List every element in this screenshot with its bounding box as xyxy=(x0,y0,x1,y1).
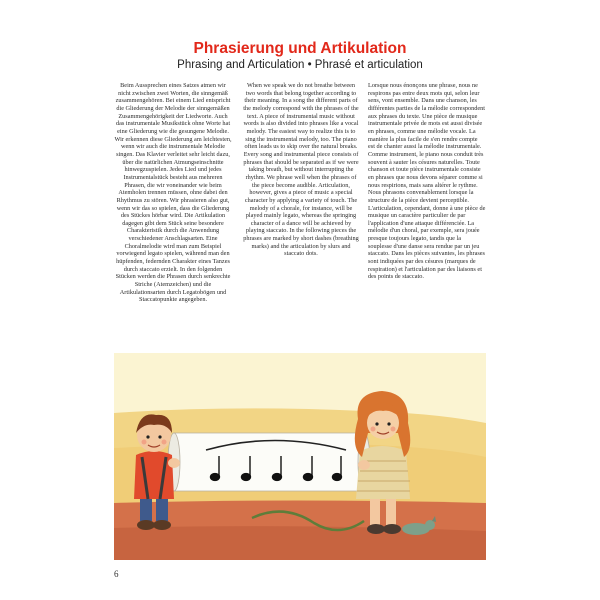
children-holding-music-banner-illustration xyxy=(114,353,486,560)
text-column-german xyxy=(114,82,232,304)
page-number: 6 xyxy=(114,569,119,579)
floor-shade xyxy=(114,526,486,560)
music-banner xyxy=(168,433,370,491)
text-column-french xyxy=(368,82,486,281)
page-title: Phrasierung und Artikulation xyxy=(193,40,407,57)
page-subtitle: Phrasing and Articulation • Phrasé et articulation xyxy=(177,59,423,71)
german-paragraph: Beim Aussprechen eines Satzes atmen wir nicht zwischen zwei Worten, die sinngemäß zusammengehören. Bei einem Lied entspricht die Gliederung der Melodie der sinngemäßen Zusammengehörigkeit der Liedworte. Auch das instrumentale Musikstück ohne Worte hat eine Gliederung wie die gesungene Melodie. Wir erkennen diese Gliederung am leichtesten, wenn wir auch die instrumentale Melodie singen. Das Klavier verleitet sehr leicht dazu, über die natürlichen Atmungseinschnitte hinwegzuspielen. Jedes Lied und jedes Instrumentalstück besteht aus mehreren Phrasen, die wir voneinander wie beim Atemholen trennen müssen, ohne dabei den Rhythmus zu stören. Wir phrasieren also gut, wenn wir das so spielen, dass die Gliederung des Stückes hörbar wird. Die Artikulation dagegen gibt dem Stück seine besondere Charakteristik durch die Anwendung verschiedener Anschlagsarten. Eine Choralmelodie wird man zum Beispiel vorwiegend legato spielen, während man den hüpfenden, federnden Charakter eines Tanzes durch staccato erzielt. In den folgenden Stücken werden die Phrasen durch senkrechte Striche (Atemzeichen) und die Artikulationsarten durch Legatobögen und Staccatopunkte angegeben. xyxy=(114,82,232,304)
english-paragraph: When we speak we do not breathe between two words that belong together according to their meaning. In a song the different parts of the melody correspond with the phrases of the text. A piece of instrumental music without words is also divided into phrases like a vocal melody. The easiest way to realize this is to sing the instrumental melody, too. The piano often leads us to skip over the natural breaks. Every song and instrumental piece consists of phrases that should be separated as if we were taking breath, but without interrupting the rhythm. We phrase well when the phrases of the piece become audible. Articulation, however, gives a piece of music a special character by applying a variety of touch. The melody of a chorale, for instance, will be played mainly legato, whereas the springing character of a dance will be achieved by playing staccato. In the following pieces the phrases are marked by short dashes (breathing marks) and the articulation by slurs and staccato dots. xyxy=(243,82,359,258)
french-paragraph: Lorsque nous énonçons une phrase, nous ne respirons pas entre deux mots qui, selon leur sens, vont ensemble. Dans une chanson, les différentes parties de la mélodie correspondent aux phrases du texte. Une pièce de musique instrumentale privée de mots est aussi divisée en phrases, comme une mélodie vocale. La manière la plus facile de s'en rendre compte est de chanter aussi la mélodie instrumentale. Comme instrument, le piano nous conduit très souvent à sauter les césures naturelles. Toute chanson et toute pièce instrumentale consiste en phrases que nous devons séparer comme si nous respirions, mais sans altérer le rythme. Nous phrasons convenablement lorsque la structure de la pièce devient perceptible. L'articulation, cependant, donne à une pièce de musique un caractère particulier de par l'application d'une attaque différenciée. La mélodie d'un choral, par exemple, sera jouée presque toujours legato, tandis que la souplesse d'une danse sera rendue par un jeu staccato. Dans les pièces suivantes, les phrases sont indiquées par des césures (marques de respiration) et l'articulation par des liaisons et des points de staccato. xyxy=(368,82,486,281)
text-column-english xyxy=(242,82,360,258)
